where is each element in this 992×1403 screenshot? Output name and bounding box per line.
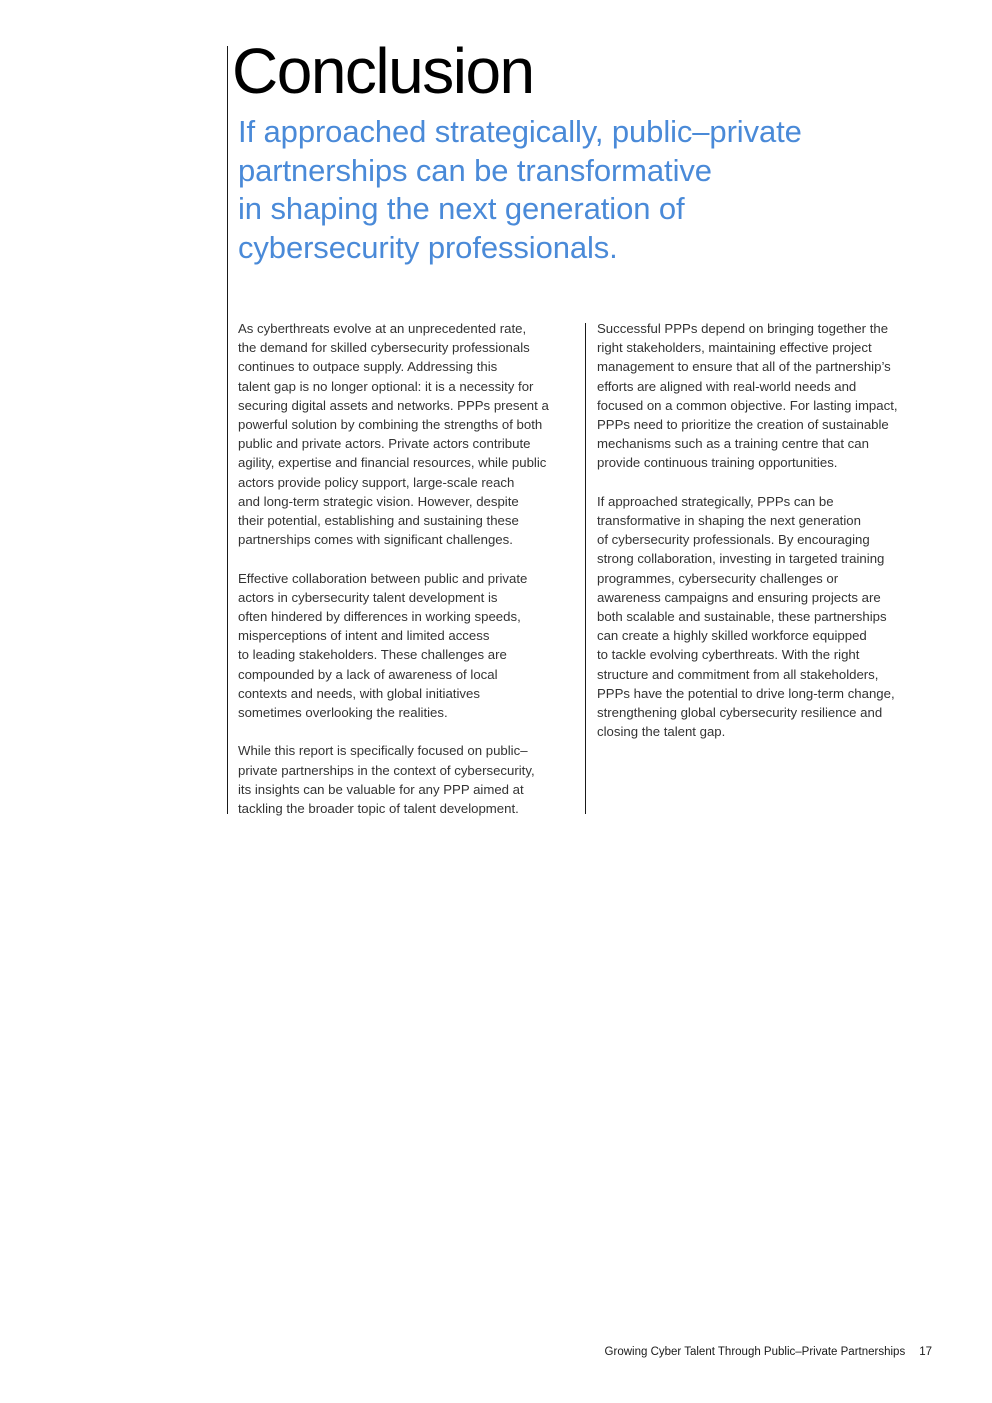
paragraph-intro bbox=[238, 319, 578, 549]
text-line: strong collaboration, investing in targeted training bbox=[597, 551, 885, 567]
text-line: and long-term strategic vision. However, despite bbox=[238, 493, 519, 509]
left-text-column bbox=[238, 319, 578, 837]
page-title: Conclusion bbox=[232, 35, 534, 107]
text-line: strengthening global cybersecurity resilience and bbox=[597, 705, 883, 721]
text-line: actors provide policy support, large-scale reach bbox=[238, 474, 515, 490]
text-line: structure and commitment from all stakeholders, bbox=[597, 666, 879, 682]
text-line: efforts are aligned with real-world needs and bbox=[597, 378, 857, 394]
text-line: their potential, establishing and sustaining these bbox=[238, 513, 519, 529]
text-line: transformative in shaping the next generation bbox=[597, 513, 861, 529]
text-line: can create a highly skilled workforce equipped bbox=[597, 628, 867, 644]
text-line: closing the talent gap. bbox=[597, 724, 726, 740]
text-line: compounded by a lack of awareness of local bbox=[238, 666, 498, 682]
text-line: sometimes overlooking the realities. bbox=[238, 705, 448, 721]
text-line: powerful solution by combining the strengths of both bbox=[238, 417, 543, 433]
text-line: talent gap is no longer optional: it is a necessity for bbox=[238, 378, 534, 394]
right-text-column bbox=[597, 319, 942, 761]
text-line: programmes, cybersecurity challenges or bbox=[597, 570, 839, 586]
text-line: PPPs have the potential to drive long-term change, bbox=[597, 685, 895, 701]
text-line: focused on a common objective. For lasting impact, bbox=[597, 397, 898, 413]
text-line: both scalable and sustainable, these partnerships bbox=[597, 609, 887, 625]
text-line: awareness campaigns and ensuring projects are bbox=[597, 589, 881, 605]
text-line: tackling the broader topic of talent development. bbox=[238, 801, 519, 817]
text-line: misperceptions of intent and limited access bbox=[238, 628, 490, 644]
text-line: of cybersecurity professionals. By encouraging bbox=[597, 532, 870, 548]
paragraph-scope bbox=[238, 741, 578, 818]
text-line: mechanisms such as a training centre that can bbox=[597, 436, 869, 452]
text-line: If approached strategically, PPPs can be bbox=[597, 493, 834, 509]
text-line: Effective collaboration between public and private bbox=[238, 570, 528, 586]
text-line: often hindered by differences in working speeds, bbox=[238, 609, 521, 625]
subtitle-line: cybersecurity professionals. bbox=[238, 229, 618, 265]
left-vertical-rule bbox=[227, 46, 228, 814]
text-line: actors in cybersecurity talent development is bbox=[238, 589, 498, 605]
column-divider-rule bbox=[585, 323, 586, 814]
text-line: PPPs need to prioritize the creation of sustainable bbox=[597, 417, 889, 433]
text-line: contexts and needs, with global initiatives bbox=[238, 685, 480, 701]
paragraph-closing bbox=[597, 492, 942, 742]
paragraph-collaboration bbox=[238, 569, 578, 723]
page-number: 17 bbox=[919, 1346, 932, 1358]
text-line: the demand for skilled cybersecurity professionals bbox=[238, 340, 530, 356]
subtitle-line: If approached strategically, public–private bbox=[238, 114, 802, 149]
page-footer bbox=[605, 1346, 932, 1358]
text-line: partnerships comes with significant challenges. bbox=[238, 532, 513, 548]
text-line: its insights can be valuable for any PPP aimed at bbox=[238, 781, 524, 797]
text-line: As cyberthreats evolve at an unprecedented rate, bbox=[238, 321, 527, 336]
text-line: management to ensure that all of the partnership’s bbox=[597, 359, 891, 375]
text-line: agility, expertise and financial resources, while public bbox=[238, 455, 547, 471]
text-line: to tackle evolving cyberthreats. With the right bbox=[597, 647, 860, 663]
subtitle-line: partnerships can be transformative bbox=[238, 152, 712, 188]
text-line: continues to outpace supply. Addressing this bbox=[238, 359, 498, 375]
subtitle-line: in shaping the next generation of bbox=[238, 191, 685, 226]
text-line: While this report is specifically focused on public– bbox=[238, 743, 528, 759]
subtitle-pull-quote bbox=[238, 113, 878, 267]
text-line: to leading stakeholders. These challenges are bbox=[238, 647, 507, 663]
text-line: provide continuous training opportunities. bbox=[597, 455, 838, 471]
footer-report-title: Growing Cyber Talent Through Public–Private Partnerships bbox=[604, 1346, 906, 1358]
paragraph-success-factors bbox=[597, 319, 942, 473]
text-line: Successful PPPs depend on bringing together the bbox=[597, 321, 889, 336]
text-line: private partnerships in the context of cybersecurity, bbox=[238, 762, 535, 778]
text-line: right stakeholders, maintaining effective project bbox=[597, 340, 872, 356]
text-line: securing digital assets and networks. PPPs present a bbox=[238, 397, 549, 413]
text-line: public and private actors. Private actors contribute bbox=[238, 436, 531, 452]
